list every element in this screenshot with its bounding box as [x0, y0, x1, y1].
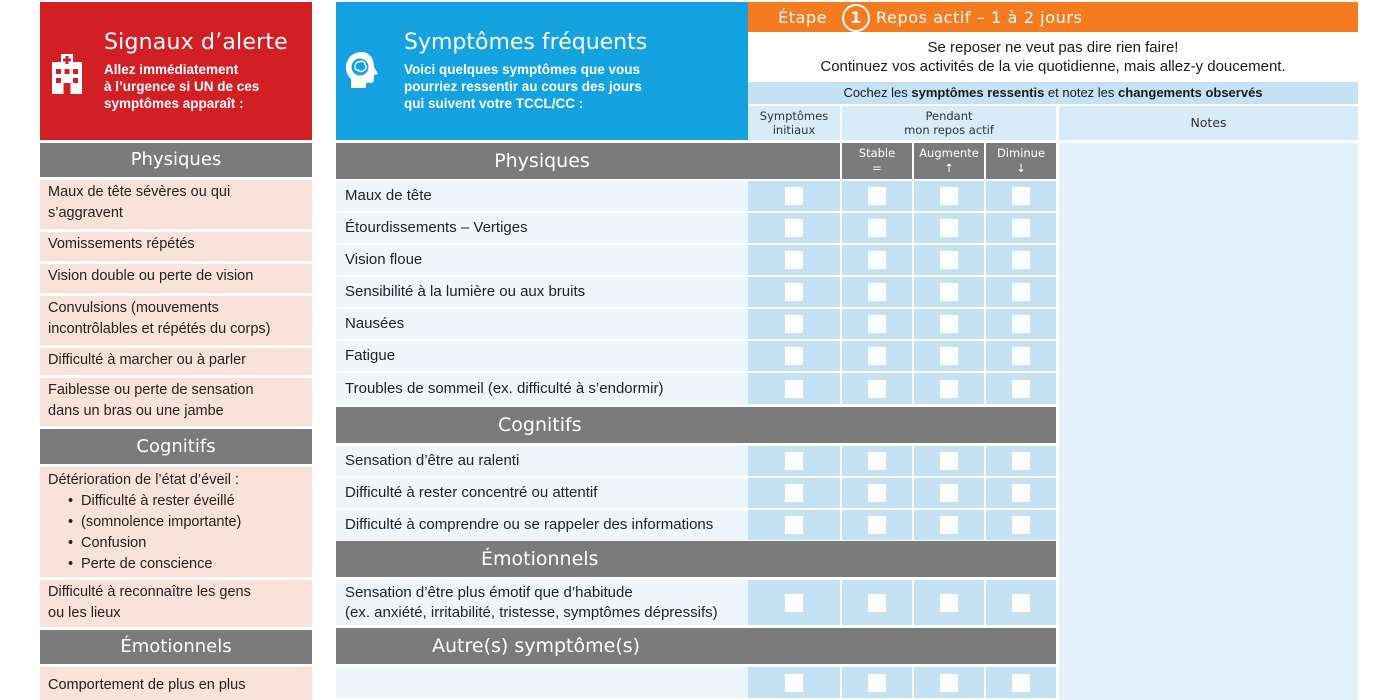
checkbox-diminue[interactable]	[1012, 219, 1030, 237]
column-header-notes: Notes	[1059, 106, 1358, 140]
alert-item-line: Maux de tête sévères ou qui	[48, 184, 231, 200]
symptom-label: Sensibilité à la lumière ou aux bruits	[345, 283, 586, 300]
checkbox-initial[interactable]	[785, 187, 803, 205]
checkbox-stable[interactable]	[868, 484, 886, 502]
alert-item-line: Faiblesse ou perte de sensation	[48, 382, 254, 398]
checkbox-cell	[914, 213, 984, 243]
checkbox-cell	[914, 510, 984, 540]
checkbox-cell	[748, 667, 840, 698]
symptom-label: Difficulté à comprendre ou se rappeler des informations	[345, 516, 714, 533]
alert-item-line: Convulsions (mouvements	[48, 300, 219, 316]
check-text: et notez les	[1044, 85, 1119, 100]
alert-item-line: Vision double ou perte de vision	[48, 268, 254, 284]
checkbox-cell	[914, 341, 984, 371]
alert-item	[40, 296, 312, 345]
alert-item	[40, 667, 312, 700]
checkbox-stable[interactable]	[868, 219, 886, 237]
checkbox-initial[interactable]	[785, 283, 803, 301]
alert-bullet-text: Perte de conscience	[81, 556, 213, 572]
checkbox-cell	[914, 181, 984, 211]
hospital-icon	[50, 54, 84, 94]
checkbox-cell	[986, 181, 1056, 211]
checkbox-stable[interactable]	[868, 452, 886, 470]
symptom-row	[336, 580, 748, 625]
alert-bullet-text: (somnolence importante)	[81, 514, 242, 530]
symptom-row	[336, 510, 748, 540]
checkbox-cell	[914, 373, 984, 404]
symptom-label: Difficulté à rester concentré ou attentif	[345, 484, 598, 501]
symptom-label: Nausées	[345, 315, 405, 332]
checkbox-cell	[986, 245, 1056, 275]
subheader-diminue	[986, 143, 1056, 179]
alert-item-line: ou les lieux	[48, 605, 121, 621]
checkbox-cell	[842, 373, 912, 404]
checkbox-cell	[986, 277, 1056, 307]
alert-section-cognitifs: Cognitifs	[40, 429, 312, 464]
frequent-section-autres: Autre(s) symptôme(s)	[336, 628, 1056, 664]
checkbox-initial[interactable]	[785, 452, 803, 470]
checkbox-cell	[842, 667, 912, 698]
checkbox-initial[interactable]	[785, 251, 803, 269]
subheader-text: Diminue	[996, 146, 1046, 160]
alert-item-line: Vomissements répétés	[48, 236, 195, 252]
checkbox-cell	[986, 309, 1056, 339]
checkbox-cell	[842, 341, 912, 371]
checkbox-augmente[interactable]	[940, 251, 958, 269]
checkbox-cell	[748, 309, 840, 339]
step-intro	[748, 38, 1358, 76]
checkbox-cell	[986, 446, 1056, 476]
symptom-row	[336, 213, 748, 243]
checkbox-cell	[986, 667, 1056, 698]
alert-item-line: Difficulté à marcher ou à parler	[48, 352, 246, 368]
checkbox-augmente[interactable]	[940, 674, 958, 692]
column-header-line: Pendant	[925, 109, 973, 123]
alert-signals-column	[40, 0, 312, 700]
checkbox-initial[interactable]	[785, 484, 803, 502]
checkbox-cell	[748, 580, 840, 625]
alert-item	[40, 378, 312, 426]
symptom-row	[336, 446, 748, 476]
checkbox-stable[interactable]	[868, 674, 886, 692]
checkbox-initial[interactable]	[785, 219, 803, 237]
symptom-label: Fatigue	[345, 347, 396, 364]
symptom-row	[336, 181, 748, 211]
alert-item	[40, 348, 312, 375]
checkbox-initial[interactable]	[785, 347, 803, 365]
subheader-stable	[842, 143, 912, 179]
checkbox-augmente[interactable]	[940, 283, 958, 301]
check-text-bold: symptômes ressentis	[911, 85, 1045, 100]
checkbox-diminue[interactable]	[1012, 283, 1030, 301]
symptom-row	[336, 478, 748, 508]
checkbox-augmente[interactable]	[940, 452, 958, 470]
checkbox-initial[interactable]	[785, 594, 803, 612]
checkbox-diminue[interactable]	[1012, 452, 1030, 470]
alert-item	[40, 467, 312, 577]
notes-area[interactable]	[1059, 143, 1358, 700]
checkbox-diminue[interactable]	[1012, 484, 1030, 502]
subheader-text: Stable	[858, 146, 896, 160]
checkbox-augmente[interactable]	[940, 484, 958, 502]
checkbox-cell	[748, 446, 840, 476]
other-symptom-input[interactable]	[336, 667, 748, 698]
column-header-line: Symptômes	[759, 109, 829, 123]
symptom-label: Maux de tête	[345, 187, 432, 204]
column-header-line: initiaux	[772, 123, 816, 137]
symptom-row	[336, 277, 748, 307]
alert-item-line: Difficulté à reconnaître les gens	[48, 584, 251, 600]
alert-item-line: Comportement de plus en plus	[48, 677, 246, 693]
initial-subheader	[748, 143, 840, 179]
checkbox-cell	[748, 277, 840, 307]
alert-item	[40, 232, 312, 261]
checkbox-stable[interactable]	[868, 187, 886, 205]
checkbox-cell	[748, 341, 840, 371]
symptom-row	[336, 309, 748, 339]
check-instructions	[748, 82, 1358, 104]
symptom-label: Troubles de sommeil (ex. difficulté à s’endormir)	[345, 380, 664, 397]
checkbox-cell	[986, 478, 1056, 508]
checkbox-cell	[986, 213, 1056, 243]
alert-section-physiques: Physiques	[40, 143, 312, 177]
checkbox-cell	[914, 478, 984, 508]
step-title: Repos actif – 1 à 2 jours	[876, 8, 1083, 27]
alert-bullet-item	[48, 491, 304, 512]
checkbox-augmente[interactable]	[940, 380, 958, 398]
checkbox-cell	[914, 277, 984, 307]
alert-item-line: dans un bras ou une jambe	[48, 403, 224, 419]
frequent-header	[336, 2, 748, 140]
alert-item-line: s’aggravent	[48, 205, 123, 221]
checkbox-diminue[interactable]	[1012, 251, 1030, 269]
frequent-subtitle-line: pourriez ressentir au cours des jours	[404, 79, 642, 94]
frequent-subtitle-line: Voici quelques symptômes que vous	[404, 62, 641, 77]
symptom-label: (ex. anxiété, irritabilité, tristesse, symptômes dépressifs)	[345, 604, 718, 621]
checkbox-diminue[interactable]	[1012, 516, 1030, 534]
symptom-label: Étourdissements – Vertiges	[345, 219, 528, 236]
checkbox-cell	[914, 245, 984, 275]
check-text-bold: changements observés	[1118, 85, 1263, 100]
alert-item-line: Détérioration de l’état d’éveil :	[48, 472, 240, 488]
alert-item	[40, 180, 312, 229]
checkbox-cell	[842, 580, 912, 625]
checkbox-diminue[interactable]	[1012, 187, 1030, 205]
checkbox-cell	[842, 478, 912, 508]
symptom-row	[336, 245, 748, 275]
checkbox-cell	[842, 277, 912, 307]
step-intro-line: Se reposer ne veut pas dire rien faire!	[927, 39, 1179, 56]
symptom-label: Sensation d’être plus émotif que d’habitude	[345, 584, 633, 601]
step-intro-line: Continuez vos activités de la vie quotidienne, mais allez-y doucement.	[820, 58, 1286, 75]
frequent-section-emotionnels: Émotionnels	[336, 541, 1056, 577]
checkbox-cell	[748, 478, 840, 508]
checkbox-augmente[interactable]	[940, 219, 958, 237]
alert-item	[40, 580, 312, 627]
alert-item-line: incontrôlables et répétés du corps)	[48, 321, 271, 337]
checkbox-cell	[914, 309, 984, 339]
checkbox-initial[interactable]	[785, 380, 803, 398]
alert-subtitle-line: Allez immédiatement	[104, 62, 239, 77]
head-brain-icon	[344, 50, 380, 90]
checkbox-cell	[842, 245, 912, 275]
checkbox-cell	[842, 510, 912, 540]
checkbox-diminue[interactable]	[1012, 594, 1030, 612]
alert-subtitle-line: à l’urgence si UN de ces	[104, 79, 260, 94]
checkbox-stable[interactable]	[868, 315, 886, 333]
alert-bullet-text: Difficulté à rester éveillé	[81, 493, 235, 509]
checkbox-cell	[986, 341, 1056, 371]
subheader-text: Augmente	[919, 146, 979, 160]
checkbox-stable[interactable]	[868, 594, 886, 612]
alert-bullet-text: Confusion	[81, 535, 147, 551]
alert-title: Signaux d’alerte	[104, 30, 288, 55]
checkbox-diminue[interactable]	[1012, 315, 1030, 333]
checkbox-cell	[914, 580, 984, 625]
alert-subtitle-line: symptômes apparaît :	[104, 96, 244, 111]
symptom-label: Sensation d’être au ralenti	[345, 452, 520, 469]
checkbox-diminue[interactable]	[1012, 347, 1030, 365]
alert-header	[40, 2, 312, 140]
step-label: Étape	[778, 8, 828, 27]
arrow-down-icon: ↓	[1016, 161, 1026, 175]
alert-bullet-item	[48, 554, 304, 575]
arrow-up-icon: ↑	[944, 161, 954, 175]
alert-bullet-list	[48, 491, 304, 575]
checkbox-cell	[748, 510, 840, 540]
checkbox-cell	[914, 667, 984, 698]
checkbox-cell	[842, 446, 912, 476]
symptom-row	[336, 341, 748, 371]
checkbox-initial[interactable]	[785, 315, 803, 333]
frequent-subtitle-line: qui suivent votre TCCL/CC :	[404, 96, 584, 111]
checkbox-stable[interactable]	[868, 251, 886, 269]
checkbox-stable[interactable]	[868, 516, 886, 534]
checkbox-cell	[914, 446, 984, 476]
checkbox-augmente[interactable]	[940, 516, 958, 534]
alert-item	[40, 264, 312, 293]
symptom-row	[336, 373, 748, 404]
checkbox-cell	[986, 510, 1056, 540]
checkbox-diminue[interactable]	[1012, 380, 1030, 398]
checkbox-stable[interactable]	[868, 347, 886, 365]
checkbox-cell	[986, 580, 1056, 625]
checkbox-augmente[interactable]	[940, 315, 958, 333]
column-header-initial	[748, 106, 840, 140]
checkbox-stable[interactable]	[868, 283, 886, 301]
checkbox-cell	[748, 181, 840, 211]
symptom-label: Vision floue	[345, 251, 423, 268]
checkbox-augmente[interactable]	[940, 187, 958, 205]
checkbox-initial[interactable]	[785, 674, 803, 692]
check-text: Cochez les	[843, 85, 912, 100]
checkbox-augmente[interactable]	[940, 347, 958, 365]
column-header-line: mon repos actif	[904, 123, 994, 137]
column-header-during	[842, 106, 1056, 140]
checkbox-cell	[986, 373, 1056, 404]
checkbox-cell	[748, 245, 840, 275]
equals-icon: =	[872, 161, 882, 175]
frequent-title: Symptômes fréquents	[404, 30, 648, 55]
checkbox-cell	[748, 373, 840, 404]
checkbox-cell	[842, 181, 912, 211]
alert-bullet-continuation	[48, 512, 304, 533]
alert-subtitle	[104, 61, 309, 112]
checkbox-cell	[842, 213, 912, 243]
checkbox-cell	[748, 213, 840, 243]
checkbox-augmente[interactable]	[940, 594, 958, 612]
checkbox-cell	[842, 309, 912, 339]
checkbox-initial[interactable]	[785, 516, 803, 534]
step-bar	[748, 2, 1358, 32]
checkbox-stable[interactable]	[868, 380, 886, 398]
subheader-augmente	[914, 143, 984, 179]
alert-bullet-item	[48, 533, 304, 554]
frequent-section-cognitifs: Cognitifs	[336, 407, 1056, 443]
step-number: 1	[842, 4, 870, 32]
frequent-subtitle	[404, 61, 642, 112]
frequent-section-physiques: Physiques	[336, 143, 748, 179]
checkbox-diminue[interactable]	[1012, 674, 1030, 692]
alert-section-emotionnels: Émotionnels	[40, 630, 312, 664]
